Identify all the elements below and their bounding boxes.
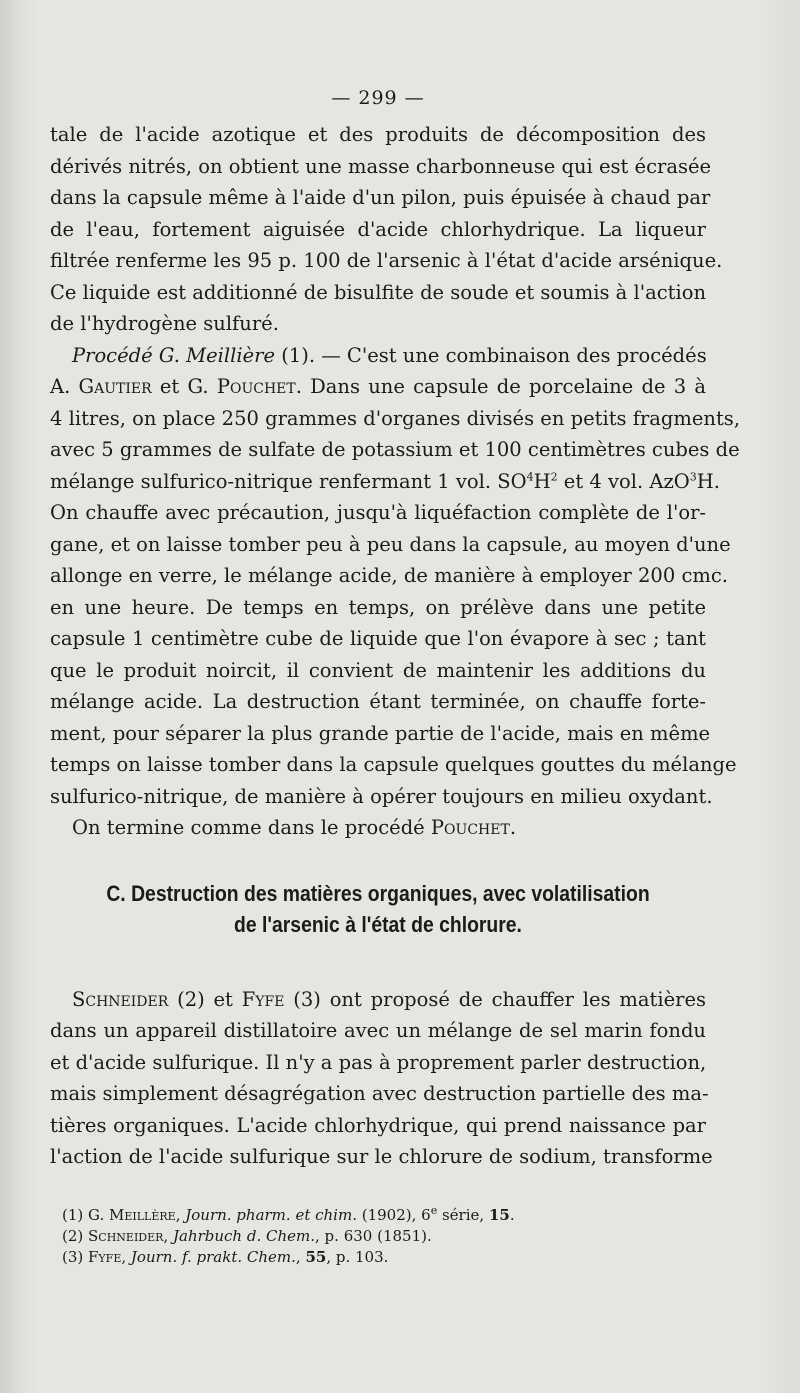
text-fragment: . Dans une capsule de porcelaine de 3 à bbox=[295, 375, 706, 398]
text-line: capsule 1 centimètre cube de liquide que l'on évapore à sec ; tant bbox=[50, 627, 706, 650]
text-line: dans la capsule même à l'aide d'un pilon, puis épuisée à chaud par bbox=[50, 186, 711, 209]
author-name: Pouchet bbox=[216, 375, 296, 398]
text-line: mais simplement désagrégation avec destruction partielle des ma- bbox=[50, 1082, 709, 1105]
text-line: de l'eau, fortement aiguisée d'acide chlorhydrique. La liqueur bbox=[50, 217, 706, 241]
text-fragment: (1). — C'est une combinaison des procédés bbox=[275, 343, 707, 367]
superscript: 4 bbox=[526, 470, 534, 483]
text-line: filtrée renferme les 95 p. 100 de l'arsenic à l'état d'acide arsénique. bbox=[50, 249, 723, 272]
text-fragment: (2) et bbox=[168, 987, 242, 1011]
text-line: 4 litres, on place 250 grammes d'organes divisés en petits fragments, bbox=[50, 406, 741, 430]
text-fragment: (1902), 6 bbox=[356, 1205, 431, 1224]
footnotes bbox=[50, 1205, 706, 1268]
text-line: dérivés nitrés, on obtient une masse charbonneuse qui est écrasée bbox=[50, 154, 712, 178]
text-fragment: et 4 vol. AzO bbox=[557, 469, 690, 493]
text-line: en une heure. De temps en temps, on prélève dans une petite bbox=[50, 595, 706, 619]
superscript: 3 bbox=[689, 470, 697, 483]
paragraph-schneider-fyfe bbox=[50, 984, 713, 1173]
footnote-number: (3) bbox=[62, 1247, 89, 1266]
page-content bbox=[50, 86, 741, 1268]
author-name: Schneider bbox=[72, 987, 169, 1011]
text-fragment: , bbox=[175, 1205, 186, 1224]
footnote bbox=[62, 1226, 706, 1247]
paragraph-continuation bbox=[50, 119, 723, 340]
text-line: que le produit noircit, il convient de maintenir les additions du bbox=[50, 658, 706, 682]
text-fragment: et G. bbox=[151, 375, 217, 398]
superscript: e bbox=[430, 1203, 438, 1217]
journal-name: Journ. pharm. et chim. bbox=[185, 1205, 357, 1224]
text-line: tières organiques. L'acide chlorhydrique, qui prend naissance par bbox=[50, 1113, 706, 1137]
text-line: On chauffe avec précaution, jusqu'à liquéfaction complète de l'or- bbox=[50, 501, 706, 524]
text-line bbox=[50, 466, 720, 498]
paragraph-meilliere bbox=[50, 340, 741, 844]
text-line: dans un appareil distillatoire avec un mélange de sel marin fondu bbox=[50, 1019, 706, 1042]
footnote-number: (1) G. bbox=[62, 1205, 109, 1224]
text-line bbox=[50, 340, 706, 372]
heading-line: de l'arsenic à l'état de chlorure. bbox=[234, 911, 522, 937]
text-line: et d'acide sulfurique. Il n'y a pas à proprement parler destruction, bbox=[50, 1050, 707, 1074]
text-line: Ce liquide est additionné de bisulfite de soude et soumis à l'action bbox=[50, 280, 706, 304]
author-name: Pouchet bbox=[430, 816, 510, 839]
text-line: tale de l'acide azotique et des produits de décomposition des bbox=[50, 123, 706, 146]
author-name: Gautier bbox=[78, 375, 152, 398]
author-name: Schneider bbox=[88, 1226, 164, 1245]
text-fragment: série, bbox=[437, 1205, 489, 1224]
text-fragment: , bbox=[121, 1247, 131, 1266]
section-heading bbox=[89, 878, 666, 940]
text-fragment: . bbox=[509, 816, 517, 839]
text-line: l'action de l'acide sulfurique sur le chlorure de sodium, transforme bbox=[50, 1145, 713, 1168]
text-line: allonge en verre, le mélange acide, de manière à employer 200 cmc. bbox=[50, 564, 728, 587]
procedure-title: Procédé G. Meillière bbox=[72, 343, 275, 367]
author-name: Fyfe bbox=[241, 987, 285, 1011]
text-fragment: H. bbox=[696, 469, 720, 493]
text-line: avec 5 grammes de sulfate de potassium et 100 centimètres cubes de bbox=[50, 438, 740, 461]
text-fragment: mélange sulfurico-nitrique renfermant 1 vol. SO bbox=[50, 469, 527, 493]
text-fragment: On termine comme dans le procédé bbox=[72, 816, 431, 839]
text-fragment: A. bbox=[50, 375, 79, 398]
journal-name: Journ. f. prakt. Chem. bbox=[130, 1247, 296, 1266]
text-line: de l'hydrogène sulfuré. bbox=[50, 312, 279, 335]
text-line: mélange acide. La destruction étant terminée, on chauffe forte- bbox=[50, 690, 706, 713]
text-fragment: H bbox=[533, 469, 551, 493]
superscript: 2 bbox=[550, 470, 558, 483]
volume-number: 55 bbox=[305, 1247, 327, 1266]
heading-line: C. Destruction des matières organiques, avec volatilisation bbox=[106, 880, 650, 906]
volume-number: 15 bbox=[488, 1205, 510, 1224]
text-fragment: , bbox=[295, 1247, 306, 1266]
footnote-number: (2) bbox=[62, 1226, 89, 1245]
text-line: ment, pour séparer la plus grande partie de l'acide, mais en même bbox=[50, 721, 711, 745]
text-line bbox=[50, 371, 706, 403]
page-number: — 299 — bbox=[331, 87, 425, 109]
footnote bbox=[62, 1247, 706, 1268]
text-fragment: , p. 103. bbox=[326, 1247, 389, 1266]
author-name: Fyfe bbox=[88, 1247, 122, 1266]
author-name: Meillère bbox=[109, 1205, 176, 1224]
text-fragment: . bbox=[509, 1205, 515, 1224]
text-line: gane, et on laisse tomber peu à peu dans la capsule, au moyen d'une bbox=[50, 532, 731, 556]
text-fragment: , bbox=[163, 1226, 173, 1245]
text-fragment: , p. 630 (1851). bbox=[315, 1226, 432, 1245]
footnote bbox=[62, 1205, 706, 1226]
text-line bbox=[50, 812, 706, 844]
text-fragment: (3) ont proposé de chauffer les matières bbox=[284, 987, 707, 1011]
text-line bbox=[50, 984, 706, 1016]
text-line: temps on laisse tomber dans la capsule quelques gouttes du mélange bbox=[50, 753, 737, 776]
journal-name: Jahrbuch d. Chem. bbox=[172, 1226, 316, 1245]
text-line: sulfurico-nitrique, de manière à opérer toujours en milieu oxydant. bbox=[50, 784, 713, 808]
